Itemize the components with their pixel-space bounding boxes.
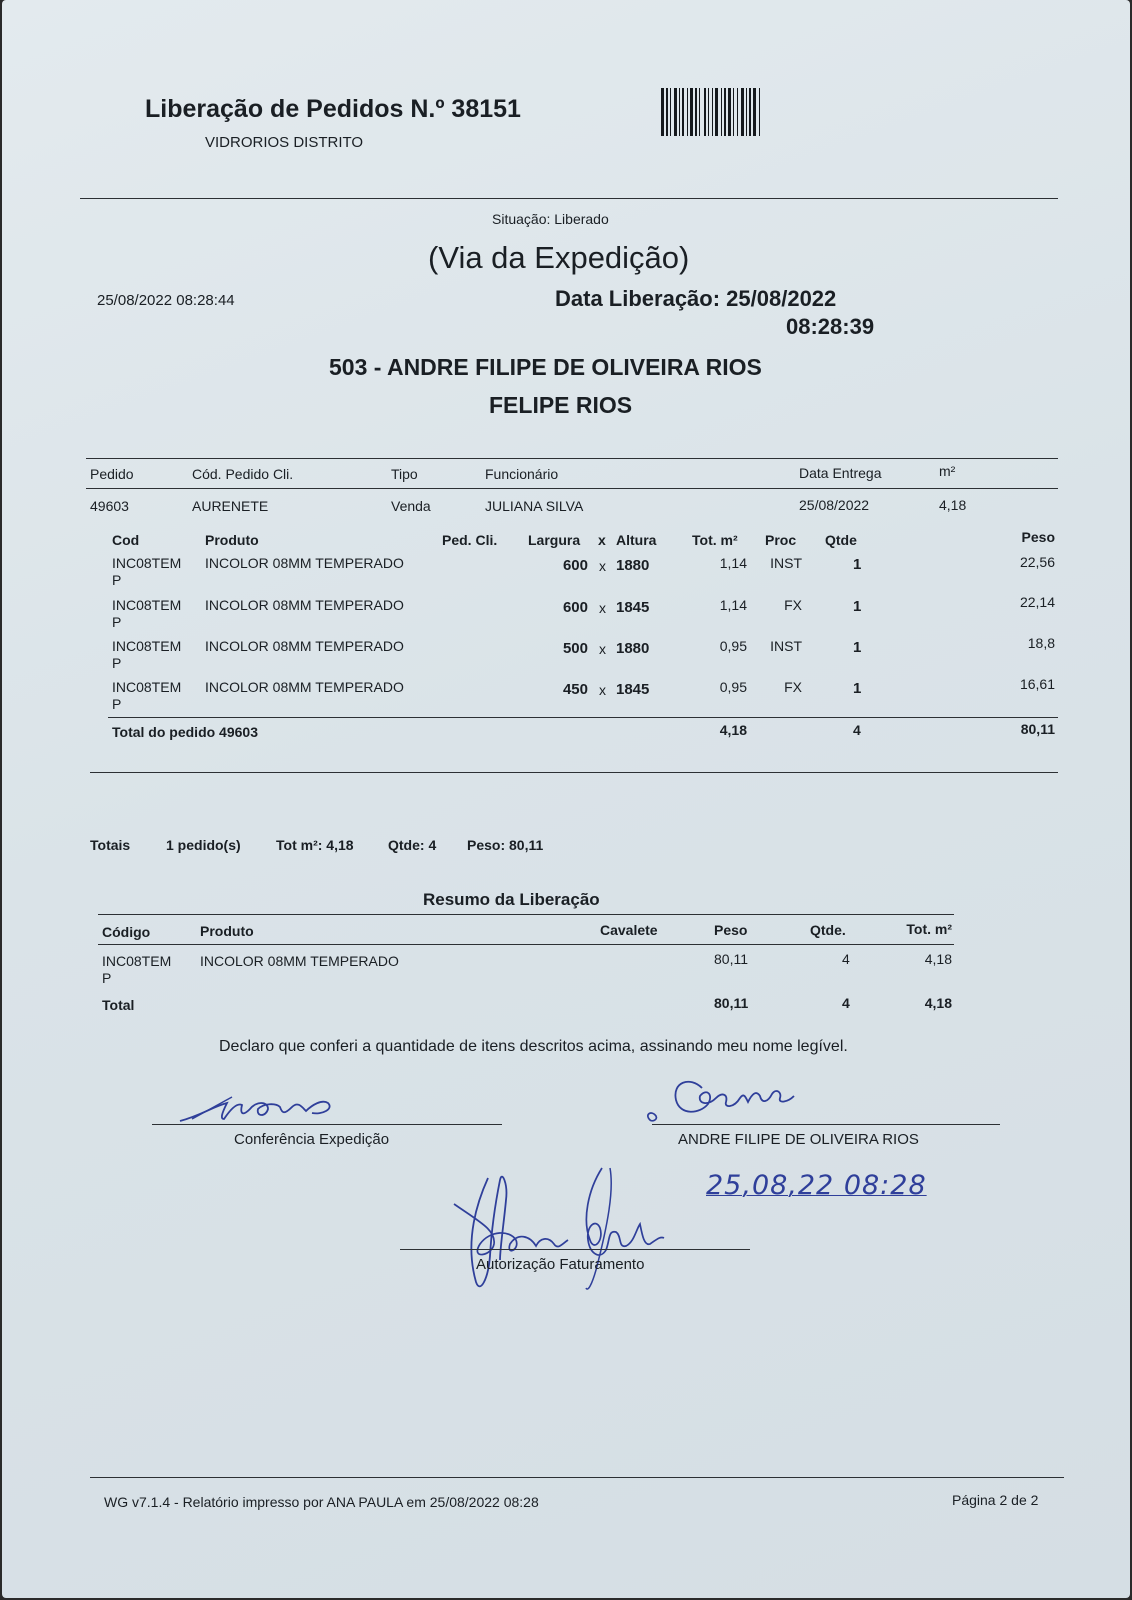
- company-name: VIDRORIOS DISTRITO: [205, 134, 364, 151]
- item-altura: 1845: [616, 681, 650, 698]
- items-col-qtde: Qtde: [825, 532, 857, 548]
- document-title: Liberação de Pedidos N.º 38151: [145, 95, 521, 123]
- totais-qtde: Qtde: 4: [388, 837, 437, 853]
- declaration-text: Declaro que conferi a quantidade de itens descritos acima, assinando meu nome legível.: [219, 1038, 848, 1055]
- items-col-altura: Altura: [616, 532, 657, 548]
- print-datetime: 25/08/2022 08:28:44: [97, 292, 235, 309]
- resumo-total-qtde: 4: [842, 995, 850, 1011]
- resumo-col-cavalete: Cavalete: [600, 922, 658, 938]
- item-produto: INCOLOR 08MM TEMPERADO: [205, 597, 404, 613]
- situacao-label: Situação: Liberado: [492, 211, 609, 227]
- tipo-value: Venda: [391, 498, 431, 514]
- items-col-x: x: [598, 532, 606, 548]
- item-tot-m2: 0,95: [719, 638, 747, 654]
- cliente-label: ANDRE FILIPE DE OLIVEIRA RIOS: [678, 1131, 919, 1148]
- cliente-line: [652, 1124, 1000, 1125]
- item-altura: 1880: [616, 557, 650, 574]
- col-data-entrega-label: Data Entrega: [799, 465, 882, 481]
- item-x: x: [599, 641, 606, 657]
- resumo-total-tot-m2: 4,18: [924, 995, 952, 1011]
- totais-m2: Tot m²: 4,18: [276, 837, 354, 853]
- resumo-col-peso: Peso: [714, 922, 748, 938]
- resumo-row-produto: INCOLOR 08MM TEMPERADO: [200, 953, 399, 969]
- item-tot-m2: 0,95: [719, 679, 747, 695]
- item-produto: INCOLOR 08MM TEMPERADO: [205, 555, 404, 571]
- item-peso: 18,8: [1027, 635, 1055, 651]
- item-qtde: 1: [853, 556, 862, 573]
- autorizacao-line: [400, 1249, 750, 1250]
- cod-cli-value: AURENETE: [192, 498, 269, 514]
- header-divider: [80, 198, 1058, 199]
- resumo-title: Resumo da Liberação: [423, 890, 600, 909]
- item-largura: 600: [562, 557, 588, 574]
- pedido-number: 49603: [90, 498, 129, 514]
- totais-peso: Peso: 80,11: [467, 837, 544, 853]
- item-peso: 16,61: [1019, 676, 1055, 692]
- item-x: x: [599, 682, 606, 698]
- hora-liberacao: 08:28:39: [786, 314, 875, 339]
- data-entrega-value: 25/08/2022: [799, 497, 870, 513]
- item-x: x: [599, 600, 606, 616]
- barcode: [659, 86, 829, 138]
- item-cod: INC08TEM P: [112, 597, 182, 630]
- item-cod: INC08TEM P: [112, 555, 182, 588]
- resumo-total-label: Total: [102, 997, 135, 1013]
- items-col-ped-cli: Ped. Cli.: [442, 532, 498, 548]
- resumo-header-rule: [98, 944, 954, 945]
- item-proc: FX: [784, 679, 802, 695]
- client-name: 503 - ANDRE FILIPE DE OLIVEIRA RIOS: [329, 354, 762, 380]
- col-tipo-label: Tipo: [391, 466, 418, 482]
- cliente-signature: [642, 1068, 822, 1128]
- col-pedido-label: Pedido: [90, 466, 134, 482]
- conferencia-label: Conferência Expedição: [234, 1131, 390, 1148]
- item-tot-m2: 1,14: [719, 597, 747, 613]
- item-produto: INCOLOR 08MM TEMPERADO: [205, 638, 404, 654]
- resumo-col-tot-m2: Tot. m²: [906, 921, 952, 937]
- item-x: x: [599, 558, 606, 574]
- item-largura: 500: [562, 640, 588, 657]
- resumo-col-produto: Produto: [200, 923, 254, 939]
- resumo-row-qtde: 4: [842, 951, 850, 967]
- order-header-rule: [86, 488, 1058, 489]
- resumo-row-codigo: INC08TEM P: [102, 953, 172, 986]
- item-tot-m2: 1,14: [719, 555, 747, 571]
- item-proc: INST: [770, 555, 802, 571]
- order-bottom-rule: [90, 772, 1058, 773]
- totais-label: Totais: [90, 837, 131, 853]
- order-total-peso: 80,11: [1020, 721, 1055, 737]
- data-liberacao: Data Liberação: 25/08/2022: [555, 286, 837, 311]
- item-altura: 1845: [616, 599, 650, 616]
- totais-pedidos: 1 pedido(s): [166, 837, 241, 853]
- conferencia-line: [152, 1124, 502, 1125]
- items-col-produto: Produto: [205, 532, 259, 548]
- funcionario-value: JULIANA SILVA: [485, 498, 584, 514]
- handwritten-datetime: 25,08,22 08:28: [706, 1170, 927, 1201]
- autorizacao-label: Autorização Faturamento: [476, 1256, 645, 1273]
- col-funcionario-label: Funcionário: [485, 466, 559, 482]
- item-largura: 450: [562, 681, 588, 698]
- document-page: [2, 0, 1130, 1598]
- footer-report-info: WG v7.1.4 - Relatório impresso por ANA PAULA em 25/08/2022 08:28: [104, 1494, 539, 1510]
- order-top-rule: [86, 458, 1058, 459]
- items-col-largura: Largura: [528, 532, 581, 548]
- item-qtde: 1: [853, 639, 862, 656]
- client-nickname: FELIPE RIOS: [489, 392, 633, 418]
- item-proc: INST: [770, 638, 802, 654]
- autorizacao-signature: [450, 1160, 680, 1295]
- item-peso: 22,14: [1019, 594, 1055, 610]
- order-total-label: Total do pedido 49603: [112, 724, 258, 740]
- resumo-row-tot-m2: 4,18: [924, 951, 952, 967]
- resumo-row-peso: 80,11: [714, 951, 748, 967]
- order-total-rule: [108, 717, 1058, 718]
- footer-page-number: Página 2 de 2: [952, 1492, 1039, 1508]
- col-cod-cli-label: Cód. Pedido Cli.: [192, 466, 294, 482]
- item-cod: INC08TEM P: [112, 679, 182, 712]
- via-label: (Via da Expedição): [428, 240, 690, 275]
- item-produto: INCOLOR 08MM TEMPERADO: [205, 679, 404, 695]
- resumo-col-qtde: Qtde.: [810, 922, 846, 938]
- item-largura: 600: [562, 599, 588, 616]
- item-qtde: 1: [853, 598, 862, 615]
- item-cod: INC08TEM P: [112, 638, 182, 671]
- resumo-total-peso: 80,11: [714, 995, 749, 1011]
- order-total-qtde: 4: [853, 722, 861, 738]
- footer-rule: [90, 1477, 1064, 1478]
- resumo-top-rule: [98, 914, 954, 915]
- resumo-col-codigo: Código: [102, 924, 151, 940]
- item-altura: 1880: [616, 640, 650, 657]
- items-col-tot-m2: Tot. m²: [692, 532, 738, 548]
- m2-value: 4,18: [939, 497, 967, 513]
- items-col-cod: Cod: [112, 532, 140, 548]
- order-total-m2: 4,18: [719, 722, 747, 738]
- item-peso: 22,56: [1019, 554, 1055, 570]
- col-m2-label: m²: [939, 463, 956, 479]
- items-col-proc: Proc: [765, 532, 797, 548]
- item-proc: FX: [784, 597, 802, 613]
- items-col-peso: Peso: [1021, 529, 1055, 545]
- item-qtde: 1: [853, 680, 862, 697]
